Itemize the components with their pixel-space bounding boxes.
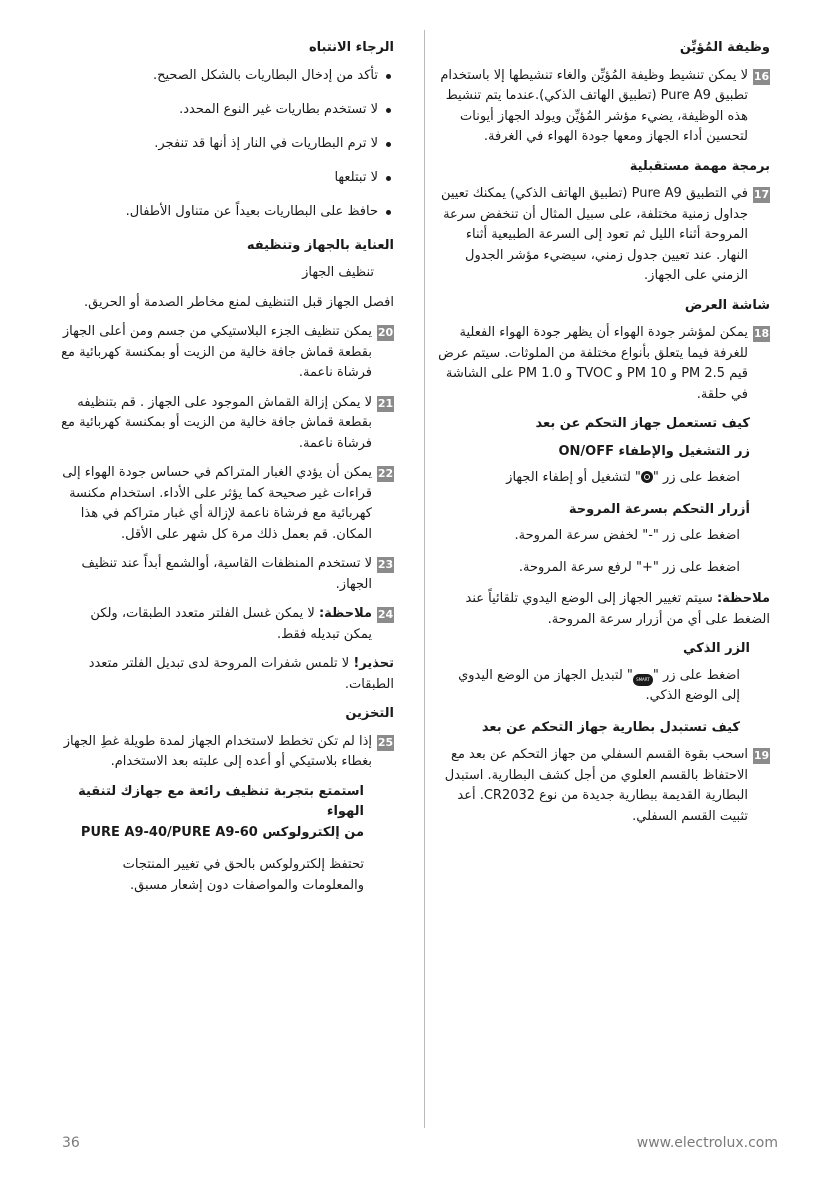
right-column [437, 38, 770, 836]
step-23 [60, 554, 394, 595]
list-item: حافظ على البطاريات بعيداً عن متناول الأطفال. [60, 202, 394, 223]
smart-icon: SMART [633, 674, 653, 686]
care-heading: العناية بالجهاز وتنظيفه [246, 237, 394, 253]
step-number-badge: 24 [377, 608, 394, 621]
step-text: إذا لم تكن تخطط لاستخدام الجهاز لمدة طويلة غطِ الجهاز بغطاء بلاستيكي أو أعده إلى علبته بعد الاستخدام. [63, 733, 372, 769]
caution-label: تحذير! [353, 656, 394, 671]
fan-note [437, 589, 770, 630]
power-icon [641, 471, 653, 483]
caution-text: لا تلمس شفرات المروحة لدى تبديل الفلتر متعدد الطبقات. [88, 656, 394, 692]
step-number-badge: 21 [377, 396, 394, 410]
column-divider [424, 30, 425, 1128]
step-16 [437, 66, 770, 148]
battery-heading: كيف تستبدل بطارية جهاز التحكم عن بعد [481, 719, 740, 735]
storage-heading: التخزين [345, 706, 394, 721]
enjoy-line-2: من إلكترولوكس PURE A9-40/PURE A9-60 [80, 824, 364, 840]
schedule-heading: برمجة مهمة مستقبلية [629, 158, 770, 174]
cleaning-intro: افصل الجهاز قبل التنظيف لمنع مخاطر الصدمة أو الحريق. [83, 294, 394, 310]
step-text: اسحب بقوة القسم السفلي من جهاز التحكم عن بعد مع الاحتفاظ بالقسم العلوي من أجل كشف البطارية. استبدل البطارية القديمة ببطارية جديدة من نوع CR2032. أعد تثبيت القسم السفلي. [444, 747, 748, 824]
step-24 [60, 604, 394, 645]
step-text: لا تستخدم المنظفات القاسية، أوالشمع أبداً عند تنظيف الجهاز. [81, 556, 372, 592]
step-number-badge: 23 [377, 558, 394, 571]
warning-heading: الرجاء الانتباه [308, 40, 394, 55]
step-22 [60, 463, 394, 545]
step-number-badge: 18 [753, 327, 770, 340]
step-17 [437, 184, 770, 287]
smart-instruction [437, 666, 770, 707]
step-number-badge: 16 [753, 69, 770, 83]
step-number-badge: 22 [377, 467, 394, 480]
fan-minus-instruction: اضغط على زر "-" لخفض سرعة المروحة. [514, 528, 740, 543]
warning-list [60, 66, 394, 223]
step-number-badge: 25 [377, 735, 394, 749]
list-item: لا ترم البطاريات في النار إذ أنها قد تنفجر. [60, 134, 394, 155]
onoff-text-b: " لتشغيل أو إطفاء الجهاز [506, 470, 641, 485]
step-number-badge: 20 [377, 326, 394, 339]
smart-text-a: اضغط على زر " [652, 667, 740, 683]
step-text: يمكن تنظيف الجزء البلاستيكي من جسم ومن أعلى الجهاز بقطعة قماش جافة خالية من الزيت أو بمكنسة كهربائية مع فرشاة ناعمة. [61, 324, 372, 380]
note-label: ملاحظة: [716, 591, 770, 606]
note-label: ملاحظة: [318, 606, 372, 621]
step-text: يمكن أن يؤدي الغبار المتراكم في حساس جودة الهواء إلى قراءات غير صحيحة كما يؤثر على الأداء. استخدام مكنسة كهربائية مع فرشاة ناعمة لإزالة أي غبار متراكم في هذا المكان. قم بعمل ذلك مرة كل شهر على الأقل. [62, 465, 372, 542]
cleaning-subheading: تنظيف الجهاز [302, 265, 374, 280]
caution-note [60, 654, 394, 695]
enjoy-line-1: استمتع بتجربة تنظيف رائعة مع جهازك لتنقية الهواء [78, 783, 364, 819]
step-text: لا يمكن تنشيط وظيفة المُؤيِّن والغاء تنشيطها إلا باستخدام تطبيق Pure A9 (تطبيق الهاتف الذكي).عندما يتم تنشيط هذه الوظيفة، يضيء مؤشر المُؤيِّن ويولد الجهاز أيونات لتحسين أداء الجهاز ومعها جودة الهواء في الغرفة. [440, 67, 748, 144]
display-heading: شاشة العرض [684, 297, 770, 313]
step-text: لا يمكن إزالة القماش الموجود على الجهاز . قم بتنظيفه بقطعة قماش جافة خالية من الزيت أو بمكنسة كهربائية مع فرشاة ناعمة. [61, 394, 372, 451]
fan-plus-instruction: اضغط على زر "+" لرفع سرعة المروحة. [518, 559, 740, 575]
onoff-heading: زر التشغيل والإطفاء ON/OFF [558, 443, 750, 459]
onoff-instruction [437, 468, 770, 489]
left-column [60, 38, 394, 905]
step-19 [437, 745, 770, 827]
step-number-badge: 17 [753, 188, 770, 201]
ionizer-heading: وظيفة المُؤيِّن [679, 40, 770, 55]
list-item: لا تستخدم بطاريات غير النوع المحدد. [60, 100, 394, 121]
step-20 [60, 322, 394, 384]
step-text: يمكن لمؤشر جودة الهواء أن يظهر جودة الهواء الفعلية للغرفة فيما يتعلق بأنواع مختلفة من الملوثات. سيتم عرض قيم PM 2.5 و PM 10 و TVOC و PM 1.0 على الشاشة في حلقة. [438, 325, 748, 402]
step-25 [60, 732, 394, 773]
note-text: سيتم تغيير الجهاز إلى الوضع اليدوي تلقائياً عند الضغط على أي من أزرار سرعة المروحة. [465, 591, 770, 627]
page-number: 36 [62, 1135, 80, 1151]
step-text: لا يمكن غسل الفلتر متعدد الطبقات، ولكن يمكن تبديله فقط. [90, 606, 372, 642]
step-number-badge: 19 [753, 749, 770, 762]
onoff-text-a: اضغط على زر " [652, 470, 740, 485]
step-21 [60, 393, 394, 455]
list-item: تأكد من إدخال البطاريات بالشكل الصحيح. [60, 66, 394, 87]
disclaimer: تحتفظ إلكترولوكس بالحق في تغيير المنتجات والمعلومات والمواصفات دون إشعار مسبق. [122, 857, 364, 893]
remote-heading: كيف تستعمل جهاز التحكم عن بعد [535, 416, 750, 431]
fan-speed-heading: أزرار التحكم بسرعة المروحة [568, 501, 750, 517]
list-item: لا تبتلعها [60, 168, 394, 189]
smart-button-heading: الزر الذكي [683, 641, 750, 656]
step-text: في التطبيق Pure A9 (تطبيق الهاتف الذكي) يمكنك تعيين جداول زمنية مختلفة، على سبيل المثال أن تنخفض سرعة المروحة أثناء الليل ثم تعود إلى السرعة الطبيعية أثناء النهار. عند تعيين جدول زمني، سيضيء مؤشر الجدول الزمني على الجهاز. [440, 186, 748, 283]
website-link[interactable]: www.electrolux.com [636, 1135, 778, 1151]
smart-text-b: " لتبديل الجهاز من الوضع اليدوي إلى الوضع الذكي. [458, 667, 740, 703]
step-18 [437, 323, 770, 405]
